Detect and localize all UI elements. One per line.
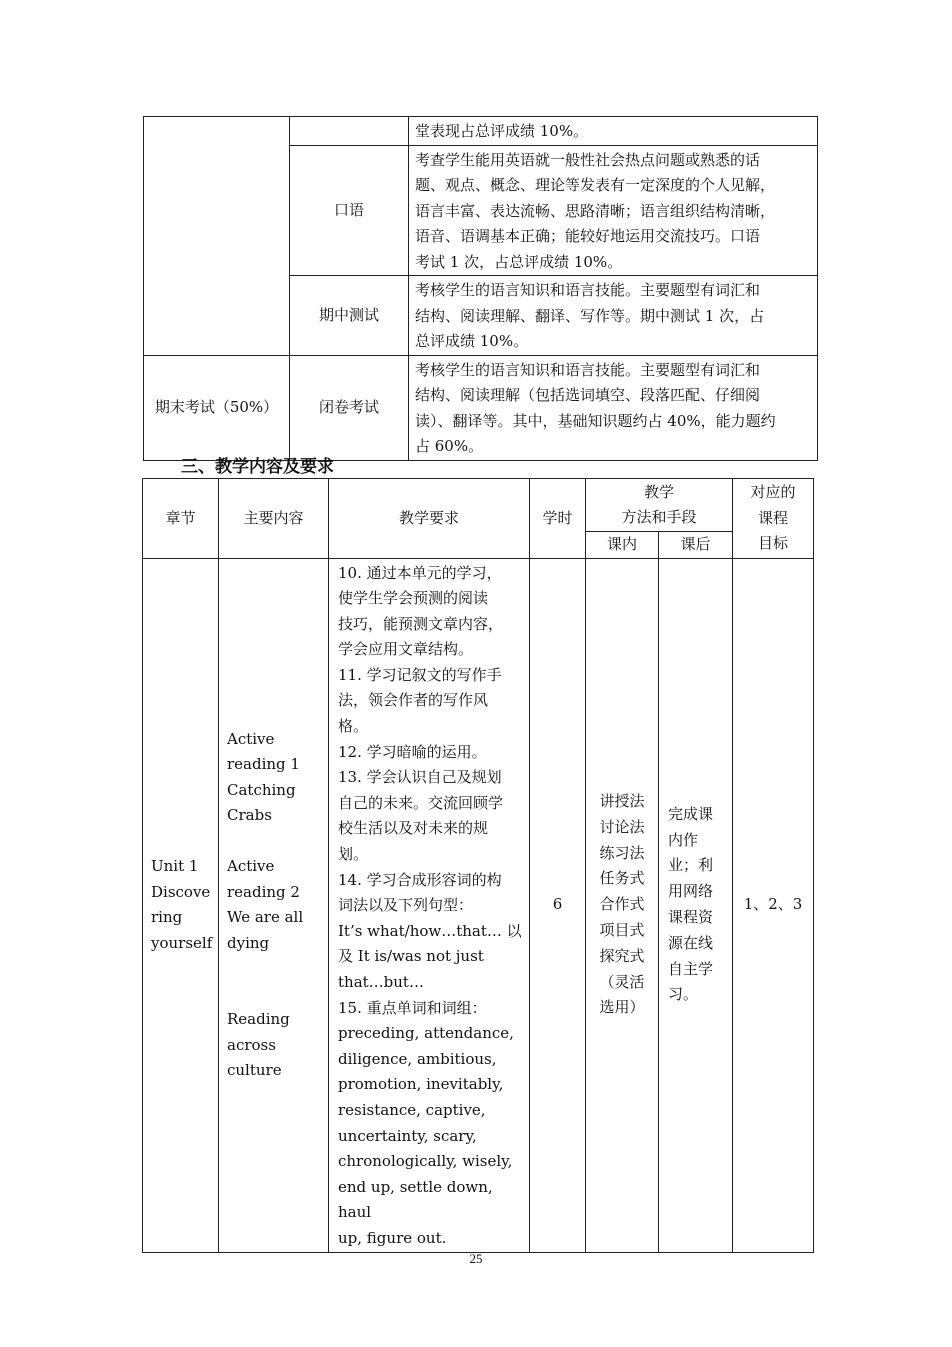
spacer — [227, 829, 322, 855]
method-line: 讲授法 — [599, 791, 645, 810]
targets-cell: 1、2、3 — [733, 558, 814, 1252]
after-line: 用网络 — [668, 882, 714, 901]
method-line: 探究式 — [599, 946, 645, 965]
category-cell-empty — [144, 117, 290, 356]
topic-line: reading 1 — [227, 755, 300, 774]
header-target-line: 课程 — [758, 508, 789, 527]
requirement-line: uncertainty, scary, — [338, 1126, 477, 1145]
method-line: （灵活 — [599, 972, 645, 991]
requirement-line: preceding, attendance, — [338, 1024, 514, 1043]
text-line: 考试 1 次，占总评成绩 10%。 — [415, 252, 623, 271]
header-chapter: 章节 — [143, 479, 219, 559]
text-line: 读）、翻译等。其中，基础知识题约占 40%，能力题约 — [415, 411, 776, 430]
method-line: 合作式 — [599, 895, 645, 914]
requirement-line: end up, settle down, haul — [338, 1177, 493, 1222]
method-cell-empty — [290, 117, 409, 146]
after-class-methods-cell — [659, 558, 733, 1252]
after-line: 内作 — [668, 830, 699, 849]
after-line: 业；利 — [668, 856, 714, 875]
after-line: 习。 — [668, 985, 699, 1004]
text-line: 结构、阅读理解、翻译、写作等。期中测试 1 次，占 — [415, 306, 765, 325]
final-category: 期末考试（50%） — [144, 355, 290, 460]
method-line: 任务式 — [599, 869, 645, 888]
requirement-line: chronologically, wisely, — [338, 1152, 513, 1171]
requirement-line: diligence, ambitious, — [338, 1049, 497, 1068]
header-target-line: 目标 — [758, 534, 789, 552]
spacer — [227, 982, 322, 1008]
header-methods-line: 教学 — [644, 482, 675, 501]
requirement-line: 及 It is/was not just — [338, 947, 484, 966]
oral-requirement — [409, 145, 818, 276]
header-main-content: 主要内容 — [219, 479, 329, 559]
text-line: 考核学生的语言知识和语言技能。主要题型有词汇和 — [415, 281, 761, 299]
after-line: 自主学 — [668, 959, 714, 978]
topic-line: reading 2 — [227, 882, 300, 901]
after-line: 课程资 — [668, 908, 714, 927]
requirement-line: 10. 通过本单元的学习， — [338, 563, 502, 582]
header-target-line: 对应的 — [750, 483, 796, 501]
text-line: 语音、语调基本正确；能较好地运用交流技巧。口语 — [415, 227, 761, 245]
after-line: 完成课 — [668, 804, 714, 823]
final-requirement — [409, 355, 818, 460]
topic-line: Catching — [227, 780, 296, 799]
hours-cell: 6 — [530, 558, 586, 1252]
unit-line: Discove — [151, 882, 211, 901]
header-hours: 学时 — [530, 479, 586, 559]
spacer — [227, 956, 322, 982]
requirement-line: It’s what/how…that… 以 — [338, 921, 522, 940]
assessment-table — [143, 116, 818, 461]
requirement-line: 校生活以及对未来的规 — [338, 819, 489, 838]
method-line: 项目式 — [599, 920, 645, 939]
header-methods-line: 方法和手段 — [621, 508, 697, 526]
main-content-cell — [219, 558, 329, 1252]
requirement-line: 学会应用文章结构。 — [338, 640, 474, 659]
section-heading: 三、教学内容及要求 — [181, 457, 334, 477]
header-methods — [586, 479, 733, 532]
header-after-class: 课后 — [659, 532, 733, 559]
oral-method: 口语 — [290, 145, 409, 276]
header-in-class: 课内 — [586, 532, 659, 559]
text-line: 考查学生能用英语就一般性社会热点问题或熟悉的话 — [415, 150, 761, 169]
requirement-line: that…but… — [338, 973, 424, 991]
midterm-requirement — [409, 276, 818, 356]
requirement-line: 格。 — [338, 717, 369, 736]
requirement-line: 11. 学习记叙文的写作手 — [338, 665, 502, 684]
header-target — [733, 479, 814, 559]
topic-line: Crabs — [227, 806, 272, 825]
after-line: 源在线 — [668, 933, 714, 952]
requirement-line: 14. 学习合成形容词的构 — [338, 870, 502, 889]
topic-line: Active — [227, 857, 275, 876]
topic-line: across culture — [227, 1035, 282, 1080]
midterm-method: 期中测试 — [290, 276, 409, 356]
requirement-line: 15. 重点单词和词组： — [338, 998, 487, 1017]
requirements-cell — [329, 558, 530, 1252]
method-line: 练习法 — [599, 843, 645, 862]
requirement-line: promotion, inevitably, — [338, 1075, 504, 1094]
in-class-methods-cell — [586, 558, 659, 1252]
topic-line: dying — [227, 933, 270, 952]
header-requirements: 教学要求 — [329, 479, 530, 559]
method-line: 讨论法 — [599, 817, 645, 836]
unit-line: Unit 1 — [151, 857, 199, 876]
unit-line: ring — [151, 908, 183, 927]
requirement-line: 法，领会作者的写作风 — [338, 691, 489, 710]
requirement-line: up, figure out. — [338, 1228, 447, 1247]
unit-cell — [143, 558, 219, 1252]
classroom-requirement: 堂表现占总评成绩 10%。 — [409, 117, 818, 146]
requirement-line: 使学生学会预测的阅读 — [338, 589, 489, 608]
requirement-line: 划。 — [338, 845, 369, 864]
requirement-line: 词法以及下列句型： — [338, 896, 474, 915]
topic-line: We are all — [227, 908, 304, 927]
topic-line: Reading — [227, 1010, 290, 1029]
text-line: 题、观点、概念、理论等发表有一定深度的个人见解， — [415, 176, 776, 194]
requirement-line: resistance, captive, — [338, 1100, 486, 1119]
content-table — [142, 478, 814, 1253]
final-method: 闭卷考试 — [290, 355, 409, 460]
page-number: 25 — [469, 1251, 483, 1266]
text-line: 占 60%。 — [415, 437, 484, 455]
text-line: 结构、阅读理解（包括选词填空、段落匹配、仔细阅 — [415, 386, 761, 404]
method-line: 选用） — [599, 998, 645, 1017]
text-line: 总评成绩 10%。 — [415, 332, 529, 350]
requirement-line: 12. 学习暗喻的运用。 — [338, 742, 487, 761]
text-line: 考核学生的语言知识和语言技能。主要题型有词汇和 — [415, 360, 761, 379]
unit-line: yourself — [151, 933, 213, 952]
requirement-line: 13. 学会认识自己及规划 — [338, 768, 502, 787]
requirement-line: 自己的未来。交流回顾学 — [338, 793, 504, 812]
topic-line: Active — [227, 729, 275, 748]
requirement-line: 技巧，能预测文章内容， — [338, 614, 504, 633]
text-line: 语言丰富、表达流畅、思路清晰；语言组织结构清晰， — [415, 201, 776, 220]
